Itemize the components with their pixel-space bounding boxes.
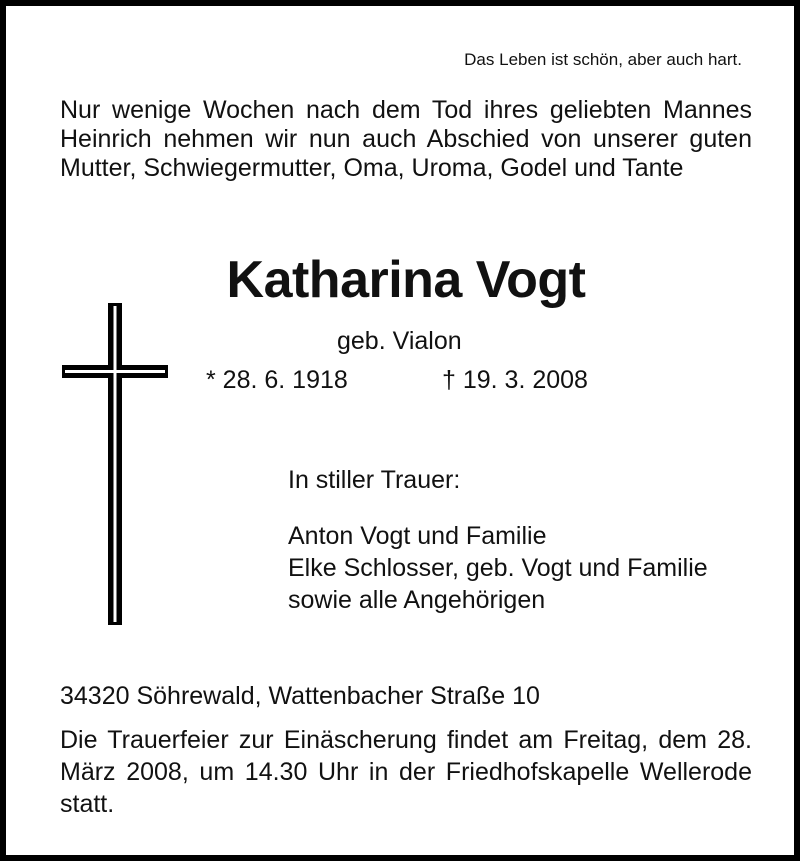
cross-icon xyxy=(62,303,168,625)
birth-date: * 28. 6. 1918 xyxy=(206,366,348,394)
deceased-name: Katharina Vogt xyxy=(226,251,586,309)
mourners-list xyxy=(288,520,708,616)
mourner-line: Elke Schlosser, geb. Vogt und Familie xyxy=(288,554,708,582)
mourner-line: Anton Vogt und Familie xyxy=(288,522,547,550)
mourning-heading: In stiller Trauer: xyxy=(288,466,461,494)
maiden-name: geb. Vialon xyxy=(337,327,462,355)
intro-text: Nur wenige Wochen nach dem Tod ihres geliebten Mannes Heinrich nehmen wir nun auch Abschied von unserer guten Mutter, Schwiegermutter, Oma, Uroma, Godel und Tante xyxy=(60,96,752,182)
motto: Das Leben ist schön, aber auch hart. xyxy=(464,50,742,69)
death-date: † 19. 3. 2008 xyxy=(442,366,588,394)
service-info: Die Trauerfeier zur Einäscherung findet am Freitag, dem 28. März 2008, um 14.30 Uhr in der Friedhofskapelle Wellerode statt. xyxy=(60,726,752,818)
mourner-line: sowie alle Angehörigen xyxy=(288,586,546,614)
address: 34320 Söhrewald, Wattenbacher Straße 10 xyxy=(60,682,540,710)
